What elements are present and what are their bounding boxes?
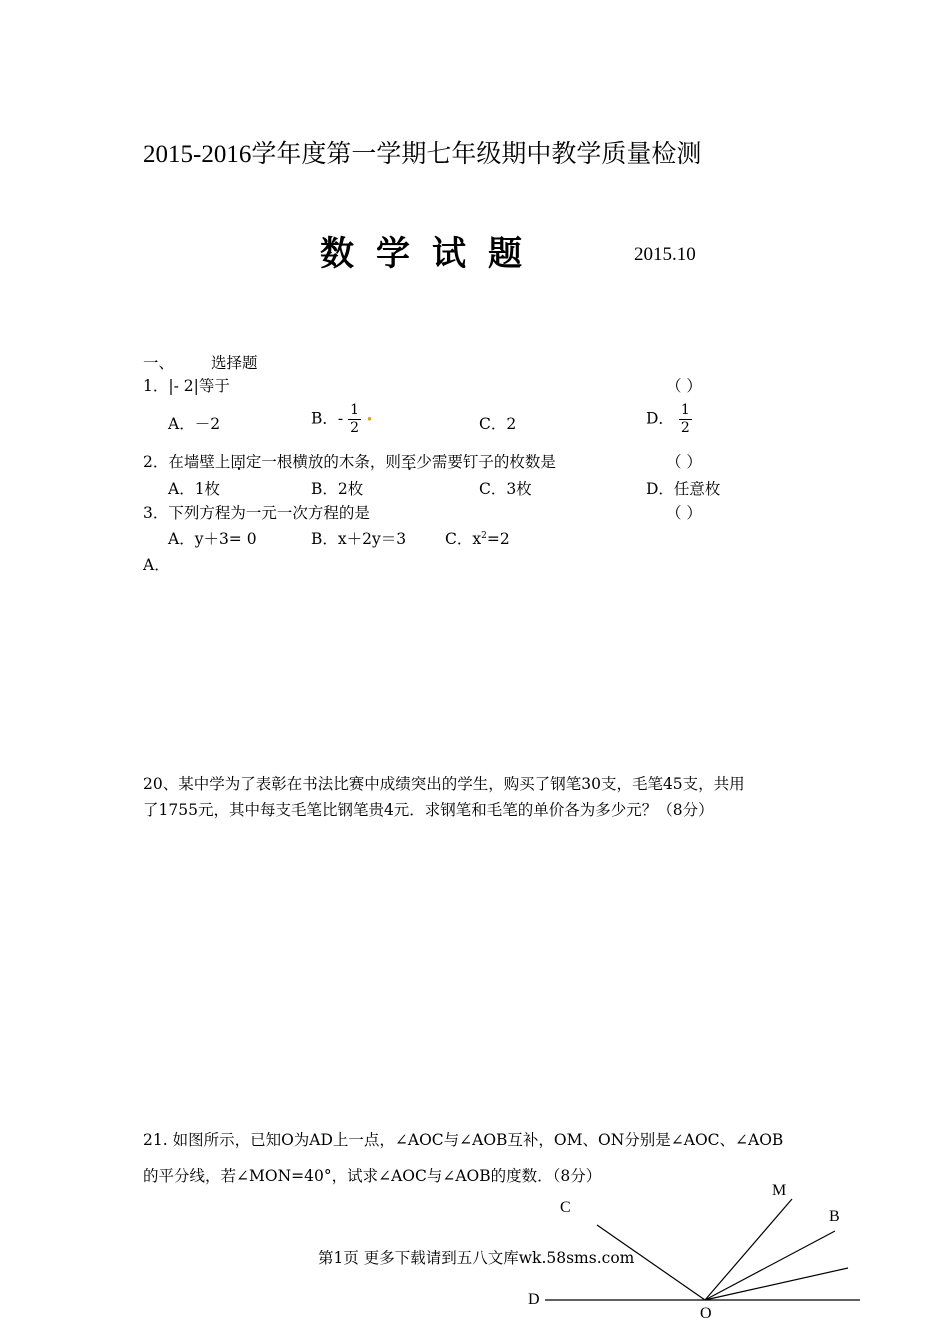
page-footer: 第1页 更多下载请到五八文库wk.58sms.com	[318, 1249, 635, 1267]
exam-date: 2015.10	[634, 244, 696, 265]
q1-option-d-prefix: D．	[646, 409, 674, 428]
q1-option-b-mark: •	[365, 412, 374, 427]
q3-option-c-suffix: =2	[486, 530, 510, 548]
label-c: C	[560, 1199, 571, 1216]
q2-option-c: C．3枚	[479, 480, 532, 498]
q1-option-b-prefix: B．-	[311, 409, 344, 428]
q3-option-c-prefix: C．x	[445, 530, 482, 548]
q1-stem: 1．|- 2|等于	[143, 377, 230, 395]
q1-option-b	[311, 402, 373, 437]
q3-option-b: B．x＋2y＝3	[311, 530, 407, 548]
q1-option-a: A．－2	[168, 415, 221, 433]
ray-ob	[705, 1231, 835, 1300]
q1-option-d	[646, 402, 692, 437]
q1-answer-paren: （ ）	[666, 377, 702, 395]
ray-om	[705, 1199, 792, 1300]
section-name: 选择题	[211, 354, 258, 372]
q2-option-a: A．1枚	[168, 480, 221, 498]
q2-stem-part3: 少需要钉子的枚数是	[416, 453, 556, 471]
q1-option-d-numerator: 1	[680, 402, 690, 418]
label-b: B	[829, 1208, 840, 1225]
q2-stem-emphasis2: 至	[400, 453, 417, 471]
q3-option-extra: A．	[143, 556, 170, 574]
q1-option-b-denominator: 2	[350, 420, 359, 436]
q1-option-b-fraction	[348, 402, 361, 437]
q1-option-c: C．2	[479, 415, 517, 433]
q2-stem	[143, 450, 556, 472]
label-d: D	[528, 1291, 540, 1308]
q3-answer-paren: （ ）	[666, 504, 702, 522]
exam-main-title: 2015-2016学年度第一学期七年级期中教学质量检测	[143, 141, 702, 168]
ray-on	[705, 1268, 848, 1300]
q3-option-a: A．y＋3= 0	[168, 530, 257, 548]
q2-stem-part1: 2．在墙壁上	[143, 453, 231, 471]
q2-option-b: B．2枚	[311, 480, 364, 498]
q3-option-c	[445, 527, 510, 549]
q2-option-d: D．任意枚	[646, 480, 721, 498]
section-number: 一、	[143, 354, 175, 372]
exam-subject-title: 数学试题	[320, 234, 544, 274]
q3-stem: 3．下列方程为一元一次方程的是	[143, 504, 370, 522]
q2-answer-paren: （ ）	[666, 453, 702, 471]
q21-line2: 的平分线，若∠MON=40°，试求∠AOC与∠AOB的度数．（8分）	[143, 1167, 602, 1185]
q2-stem-emphasis1: 固	[230, 453, 246, 471]
label-m: M	[772, 1182, 787, 1199]
q20-line2: 了1755元，其中每支毛笔比钢笔贵4元．求钢笔和毛笔的单价各为多少元？（8分）	[143, 801, 714, 819]
q21-line1: 21. 如图所示，已知O为AD上一点，∠AOC与∠AOB互补，OM、ON分别是∠AOC、∠AOB	[143, 1131, 784, 1149]
q2-stem-part2: 定一根横放的木条，则	[245, 453, 401, 471]
q1-option-b-numerator: 1	[350, 402, 359, 418]
q1-option-d-denominator: 2	[680, 420, 690, 436]
q1-option-d-fraction	[679, 402, 692, 437]
q20-line1: 20、某中学为了表彰在书法比赛中成绩突出的学生，购买了钢笔30支，毛笔45支，共用	[143, 775, 745, 793]
q3-option-c-exponent: 2	[481, 530, 487, 541]
label-o: O	[700, 1305, 712, 1322]
